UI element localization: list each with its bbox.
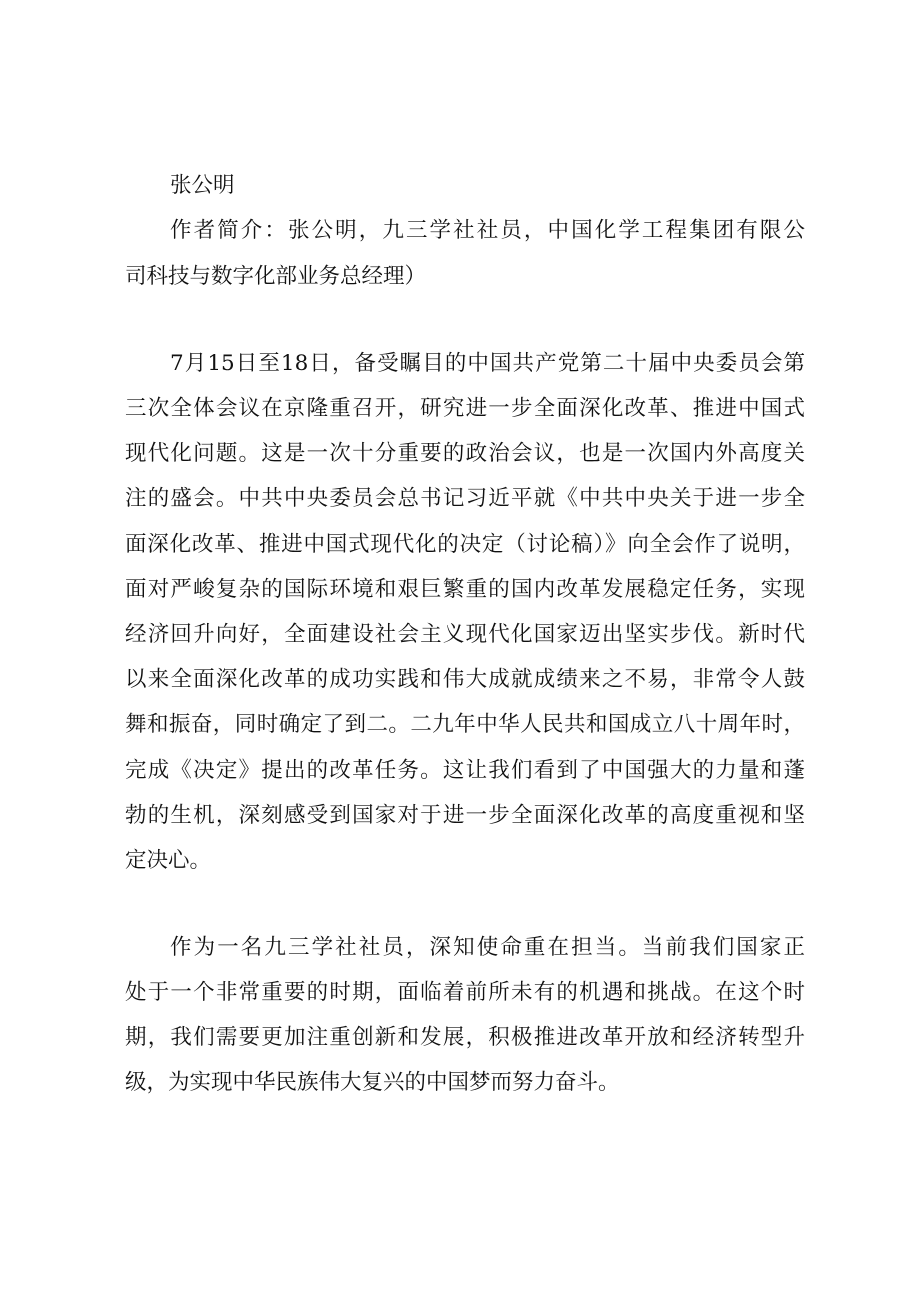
paragraph-2-line: 处于一个非常重要的时期，面临着前所未有的机遇和挑战。在这个时 bbox=[125, 980, 805, 1005]
paragraph-2-line: 期，我们需要更加注重创新和发展，积极推进改革开放和经济转型升 bbox=[125, 1025, 805, 1050]
paragraph-1-line: 勃的生机，深刻感受到国家对于进一步全面深化改革的高度重视和坚 bbox=[125, 803, 805, 828]
paragraph-1-line: 完成《决定》提出的改革任务。这让我们看到了中国强大的力量和蓬 bbox=[125, 758, 805, 783]
author-intro-line: 司科技与数字化部业务总经理） bbox=[125, 264, 427, 289]
paragraph-1-line: 定决心。 bbox=[125, 848, 212, 873]
paragraph-1-line: 以来全面深化改革的成功实践和伟大成就成绩来之不易，非常令人鼓 bbox=[125, 667, 805, 692]
paragraph-1-line: 面对严峻复杂的国际环境和艰巨繁重的国内改革发展稳定任务，实现 bbox=[125, 577, 805, 602]
paragraph-1-line: 注的盛会。中共中央委员会总书记习近平就《中共中央关于进一步全 bbox=[125, 486, 805, 511]
paragraph-1-line: 现代化问题。这是一次十分重要的政治会议，也是一次国内外高度关 bbox=[125, 441, 805, 466]
author-name: 张公明 bbox=[170, 173, 235, 198]
paragraph-2-line: 作为一名九三学社社员，深知使命重在担当。当前我们国家正 bbox=[170, 935, 805, 960]
paragraph-1-line: 舞和振奋，同时确定了到二。二九年中华人民共和国成立八十周年时， bbox=[125, 712, 805, 737]
paragraph-2-line: 级，为实现中华民族伟大复兴的中国梦而努力奋斗。 bbox=[125, 1070, 620, 1095]
paragraph-1-line: 经济回升向好，全面建设社会主义现代化国家迈出坚实步伐。新时代 bbox=[125, 622, 805, 647]
paragraph-1-line: 7月15日至18日，备受瞩目的中国共产党第二十届中央委员会第 bbox=[170, 351, 805, 376]
author-intro-line: 作者简介：张公明，九三学社社员，中国化学工程集团有限公 bbox=[170, 218, 805, 243]
paragraph-1-line: 三次全体会议在京隆重召开，研究进一步全面深化改革、推进中国式 bbox=[125, 396, 805, 421]
paragraph-1-line: 面深化改革、推进中国式现代化的决定（讨论稿）》向全会作了说明， bbox=[125, 532, 805, 557]
